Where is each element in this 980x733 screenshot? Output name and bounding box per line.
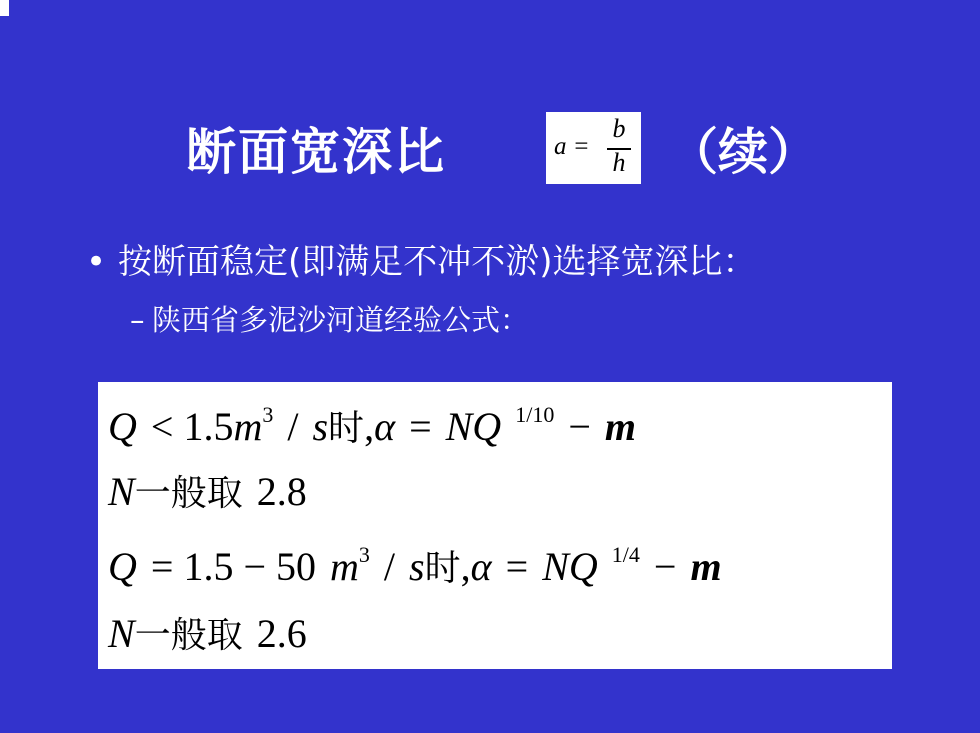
symbol-alpha: α	[374, 404, 396, 449]
symbol-alpha: α	[470, 544, 492, 589]
range-value: = 1.5 − 50	[150, 544, 317, 589]
symbol-s: s	[409, 544, 425, 589]
sub-bullet-item	[130, 298, 529, 339]
bullet-text: 按断面稳定(即满足不冲不淤)选择宽深比：	[118, 242, 757, 282]
slash: /	[383, 544, 396, 589]
slide-title-suffix: （续）	[668, 123, 818, 181]
exponent-fraction: 1/4	[611, 542, 640, 567]
exponent-fraction: 1/10	[515, 402, 555, 427]
formula-line-1	[108, 404, 636, 447]
slide-title-row	[0, 112, 980, 192]
value-n: 2.6	[256, 611, 307, 656]
equals: =	[505, 544, 529, 589]
comma: ,	[460, 544, 471, 589]
formula-denominator: h	[612, 148, 626, 177]
symbol-m-bold: m	[690, 544, 722, 589]
symbol-q: Q	[108, 404, 137, 449]
less-than-value: < 1.5	[150, 404, 234, 449]
exponent: 3	[262, 402, 274, 427]
sub-bullet-text: 陕西省多泥沙河道经验公式：	[152, 303, 530, 337]
equals: =	[409, 404, 432, 449]
exponent: 3	[358, 542, 370, 567]
minus: −	[653, 544, 677, 589]
slash: /	[287, 404, 299, 449]
cjk-shi: 时	[424, 548, 461, 589]
symbol-m: m	[233, 404, 263, 449]
symbol-m-bold: m	[604, 404, 637, 449]
formula-line-2	[108, 469, 307, 514]
formula-lhs: a =	[554, 133, 590, 160]
symbol-q: Q	[108, 544, 137, 589]
corner-mark	[0, 0, 9, 16]
symbol-nq: NQ	[542, 544, 598, 589]
symbol-s: s	[312, 404, 329, 449]
title-formula-box	[546, 112, 641, 184]
sub-bullet-marker: –	[130, 303, 145, 337]
cjk-general: 一般取	[134, 615, 243, 656]
slide-title: 断面宽深比	[186, 123, 446, 181]
symbol-nq: NQ	[445, 404, 502, 449]
formula-box	[98, 382, 892, 669]
minus: −	[568, 404, 591, 449]
formula-line-4	[108, 611, 307, 656]
formula-line-3	[108, 544, 722, 587]
value-n: 2.8	[256, 469, 307, 514]
symbol-n: N	[108, 469, 135, 514]
symbol-m: m	[330, 544, 359, 589]
cjk-general: 一般取	[134, 473, 243, 514]
symbol-n: N	[108, 611, 135, 656]
bullet-marker: •	[86, 242, 107, 282]
bullet-item	[86, 234, 757, 283]
cjk-shi: 时	[328, 408, 365, 449]
comma: ,	[364, 404, 375, 449]
formula-numerator: b	[612, 114, 626, 143]
